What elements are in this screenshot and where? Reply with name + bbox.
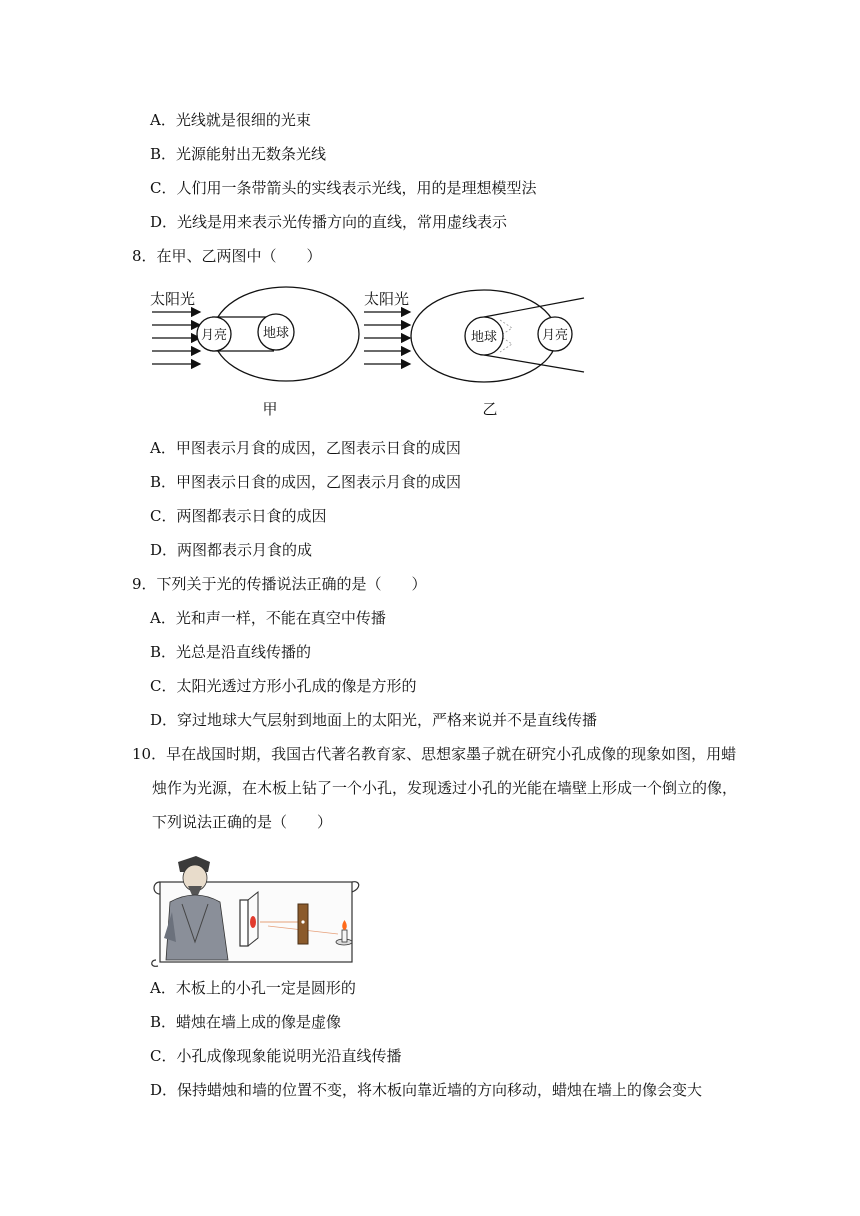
earth-label-yi: 地球 — [470, 330, 498, 345]
q10-stem-line-3: 下列说法正确的是（ ） — [152, 813, 333, 831]
scroll-curl-bottom — [152, 960, 158, 966]
wooden-board — [298, 904, 308, 944]
sunlight-label-yi: 太阳光 — [364, 290, 410, 308]
candle-body — [342, 930, 347, 942]
q9-option-b: B．光总是沿直线传播的 — [150, 643, 312, 661]
q7-option-d: D．光线是用来表示光传播方向的直线，常用虚线表示 — [150, 213, 508, 231]
q10-stem-line-1: 10．早在战国时期，我国古代著名教育家、思想家墨子就在研究小孔成像的现象如图，用蜡 — [132, 745, 737, 763]
diagram-yi — [364, 290, 584, 418]
wall-screen — [240, 900, 248, 946]
q9-option-d: D．穿过地球大气层射到地面上的太阳光，严格来说并不是直线传播 — [150, 711, 598, 729]
pinhole-scroll-illustration — [148, 842, 364, 968]
q8-option-d: D．两图都表示月食的成 — [150, 541, 313, 559]
mozi-figure — [164, 856, 228, 960]
caption-jia: 甲 — [262, 400, 278, 418]
shadow-cone-line — [484, 298, 584, 317]
moon-label-yi: 月亮 — [541, 328, 569, 343]
moon-label-jia: 月亮 — [200, 328, 228, 343]
earth-label-jia: 地球 — [262, 326, 290, 341]
scroll-curl-left — [154, 882, 160, 894]
robe — [166, 895, 228, 960]
q10-option-b: B．蜡烛在墙上成的像是虚像 — [150, 1013, 342, 1031]
q8-option-a: A．甲图表示月食的成因，乙图表示日食的成因 — [150, 439, 461, 457]
q9-option-c: C．太阳光透过方形小孔成的像是方形的 — [150, 677, 417, 695]
q8-stem: 8．在甲、乙两图中（ ） — [132, 247, 322, 265]
q10-stem-line-2: 烛作为光源，在木板上钻了一个小孔，发现透过小孔的光能在墙壁上形成一个倒立的像， — [152, 779, 738, 797]
inverted-image — [250, 916, 256, 928]
eclipse-figure — [148, 284, 598, 424]
sunlight-label-jia: 太阳光 — [150, 290, 196, 308]
q7-option-b: B．光源能射出无数条光线 — [150, 145, 327, 163]
q8-option-b: B．甲图表示日食的成因，乙图表示月食的成因 — [150, 473, 462, 491]
q7-option-a: A．光线就是很细的光束 — [150, 111, 311, 129]
q10-option-d: D．保持蜡烛和墙的位置不变，将木板向靠近墙的方向移动，蜡烛在墙上的像会变大 — [150, 1081, 703, 1099]
q10-option-a: A．木板上的小孔一定是圆形的 — [150, 979, 356, 997]
caption-yi: 乙 — [482, 400, 498, 418]
scroll-curl-right — [352, 882, 359, 892]
q9-option-a: A．光和声一样，不能在真空中传播 — [150, 609, 386, 627]
q10-option-c: C．小孔成像现象能说明光沿直线传播 — [150, 1047, 402, 1065]
q8-option-c: C．两图都表示日食的成因 — [150, 507, 327, 525]
pinhole — [301, 920, 304, 923]
q9-stem: 9．下列关于光的传播说法正确的是（ ） — [132, 575, 427, 593]
q7-option-c: C．人们用一条带箭头的实线表示光线，用的是理想模型法 — [150, 179, 537, 197]
diagram-jia — [150, 287, 359, 418]
